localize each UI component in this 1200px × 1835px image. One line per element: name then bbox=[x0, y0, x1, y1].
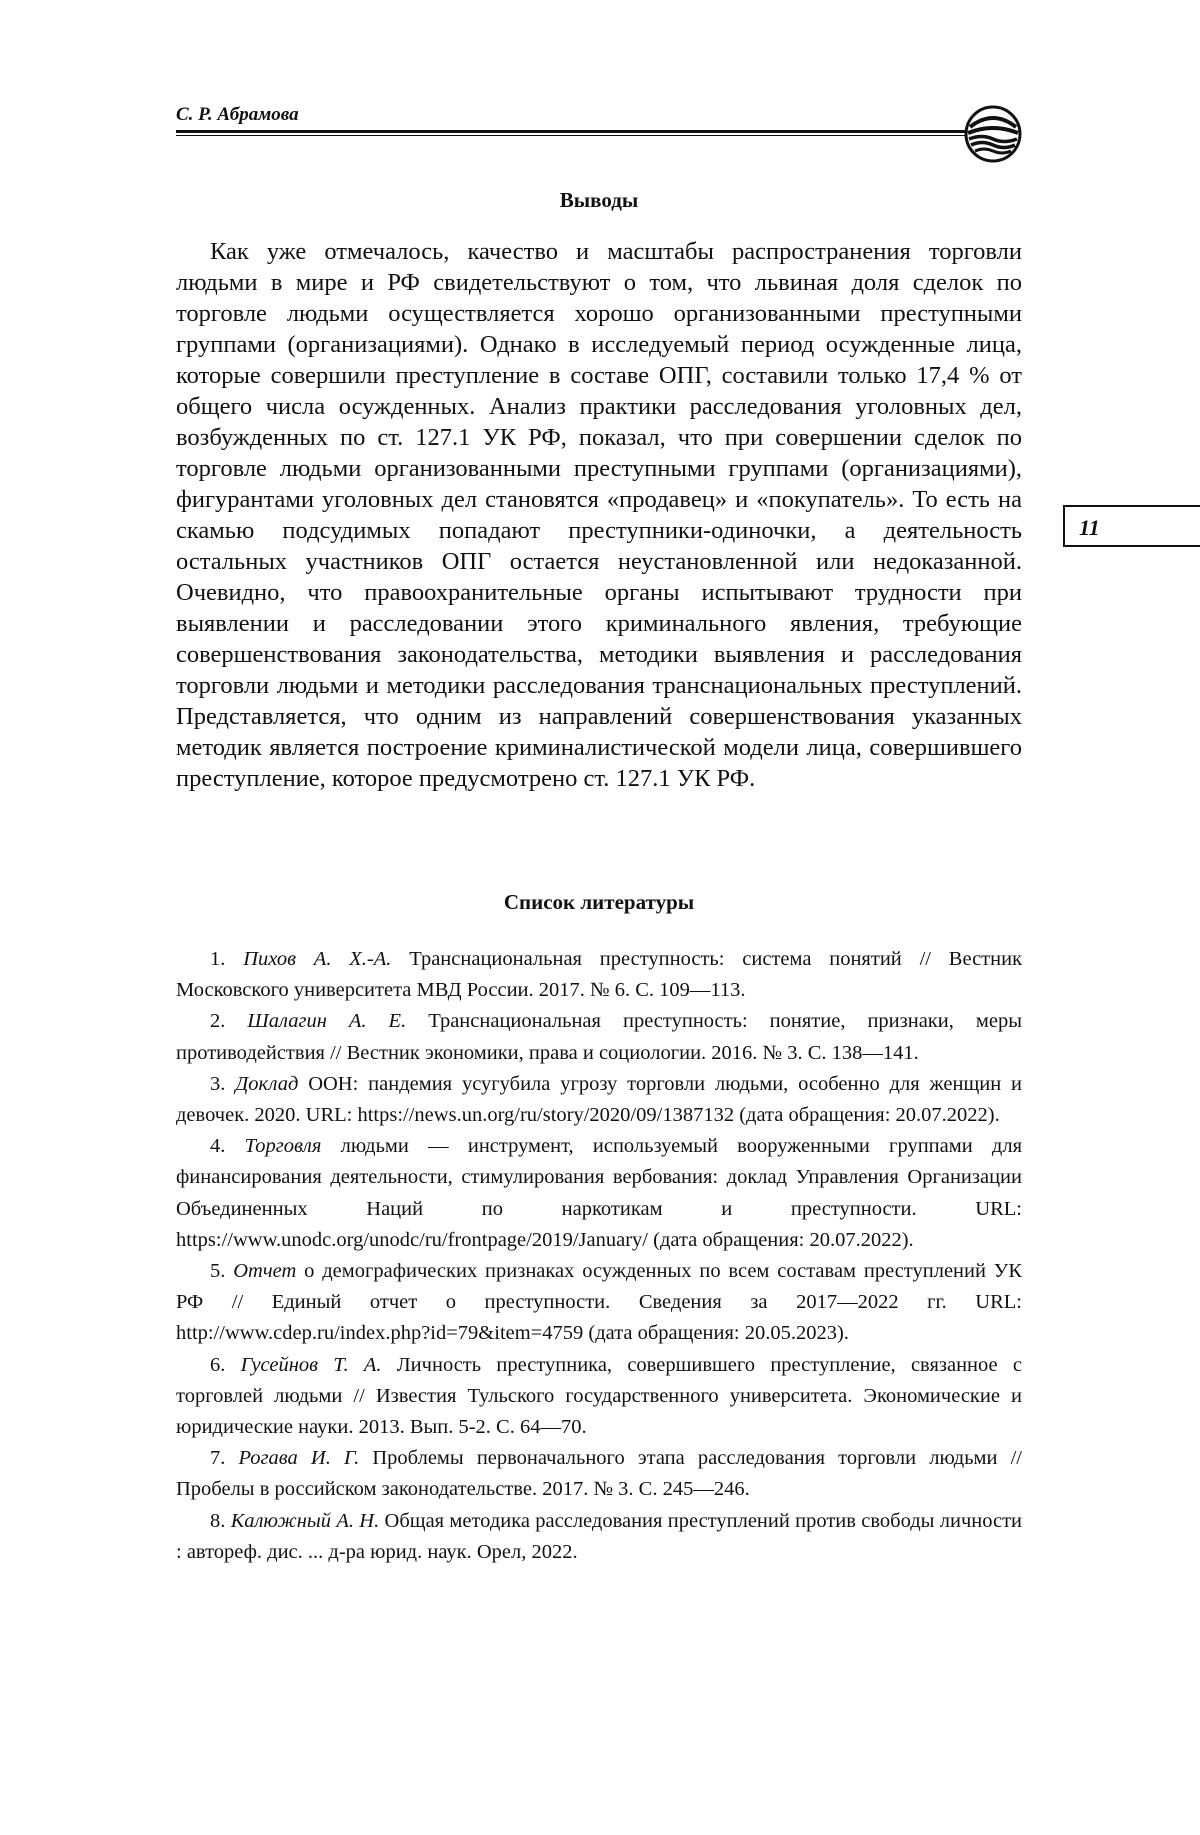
reference-item bbox=[176, 1256, 1022, 1350]
reference-text: Транснациональная преступность: понятие, признаки, меры противодействия // Вестник экономики, права и социологии. 2016. № 3. С. 138—141. bbox=[176, 1010, 1022, 1064]
reference-number: 8. bbox=[210, 1509, 226, 1532]
reference-author: Гусейнов Т. А. bbox=[240, 1353, 382, 1376]
reference-text: Личность преступника, совершившего преступление, связанное с торговлей людьми // Известия Тульского государственного университета. Экономические и юридические науки. 2013. Вып. 5-2. С. 64—70. bbox=[176, 1353, 1023, 1439]
reference-author: Отчет bbox=[233, 1260, 297, 1283]
reference-text: людьми — инструмент, используемый вооруженными группами для финансирования деятельности, стимулирования вербования: доклад Управления Организации Объединенных Наций по наркотикам и преступности. URL: https://www.unodc.org/unodc/ru/frontpage/2019/January/ (дата обращения: 20.07.2022). bbox=[176, 1135, 1023, 1251]
reference-text: Проблемы первоначального этапа расследования торговли людьми // Пробелы в российском законодательстве. 2017. № 3. С. 245—246. bbox=[176, 1447, 1023, 1501]
reference-number: 7. bbox=[210, 1447, 226, 1470]
reference-text: Транснациональная преступность: система понятий // Вестник Московского университета МВД России. 2017. № 6. С. 109—113. bbox=[176, 948, 1023, 1002]
reference-item bbox=[176, 1006, 1022, 1068]
page-number-box bbox=[1063, 505, 1200, 547]
reference-author: Рогава И. Г. bbox=[238, 1447, 360, 1470]
reference-item bbox=[176, 944, 1022, 1006]
references-list bbox=[176, 944, 1022, 1568]
reference-item bbox=[176, 1506, 1022, 1568]
reference-author: Доклад bbox=[235, 1072, 299, 1095]
reference-item bbox=[176, 1069, 1022, 1131]
reference-text: ООН: пандемия усугубила угрозу торговли людьми, особенно для женщин и девочек. 2020. URL: https://news.un.org/ru/story/2020/09/1387132 (дата обращения: 20.07.2022). bbox=[176, 1072, 1023, 1127]
header-rule-thick bbox=[176, 130, 976, 133]
reference-text: о демографических признаках осужденных по всем составам преступлений УК РФ // Единый отчет о преступности. Сведения за 2017—2022 гг. URL: http://www.cdep.ru/index.php?id=79&item=4759 (дата обращения: 20.05.2023). bbox=[176, 1260, 1022, 1345]
journal-logo-icon bbox=[962, 103, 1024, 165]
reference-author: Торговля bbox=[244, 1135, 322, 1158]
references-title: Список литературы bbox=[503, 890, 695, 914]
reference-number: 4. bbox=[210, 1135, 226, 1158]
reference-item bbox=[176, 1131, 1022, 1256]
reference-number: 2. bbox=[210, 1010, 226, 1033]
header-rule-thin bbox=[176, 135, 976, 136]
reference-text: Общая методика расследования преступлений против свободы личности : автореф. дис. ... д-ра юрид. наук. Орел, 2022. bbox=[176, 1509, 1023, 1563]
page-number: 11 bbox=[1079, 515, 1100, 540]
conclusions-text: Как уже отмечалось, качество и масштабы распространения торговли людьми в мире и РФ свидетельствуют о том, что львиная доля сделок по торговле людьми осуществляется хорошо организованными преступными группами (организациями). Однако в исследуемый период осужденные лица, которые совершили преступление в составе ОПГ, составили только 17,4 % от общего числа осужденных. Анализ практики расследования уголовных дел, возбужденных по ст. 127.1 УК РФ, показал, что при совершении сделок по торговле людьми организованными преступными группами (организациями), фигурантами уголовных дел становятся «продавец» и «покупатель». То есть на скамью подсудимых попадают преступники-одиночки, а деятельность остальных участников ОПГ остается неустановленной или недоказанной. Очевидно, что правоохранительные органы испытывают трудности при выявлении и расследовании этого криминального явления, требующие совершенствования законодательства, методики выявления и расследования торговли людьми и методики расследования транснациональных преступлений. Представляется, что одним из направлений совершенствования указанных методик является построение криминалистической модели лица, совершившего преступление, которое предусмотрено ст. 127.1 УК РФ. bbox=[176, 238, 1022, 792]
reference-number: 3. bbox=[210, 1072, 226, 1095]
reference-author: Шалагин А. Е. bbox=[247, 1010, 407, 1033]
reference-item bbox=[176, 1443, 1022, 1505]
reference-item bbox=[176, 1350, 1022, 1444]
reference-author: Калюжный А. Н. bbox=[230, 1509, 380, 1532]
running-head-author: С. Р. Абрамова bbox=[176, 104, 299, 125]
reference-number: 5. bbox=[210, 1260, 226, 1283]
conclusions-title: Выводы bbox=[559, 188, 639, 212]
reference-number: 6. bbox=[210, 1353, 226, 1376]
reference-number: 1. bbox=[210, 948, 226, 970]
reference-author: Пихов А. Х.-А. bbox=[243, 948, 392, 970]
